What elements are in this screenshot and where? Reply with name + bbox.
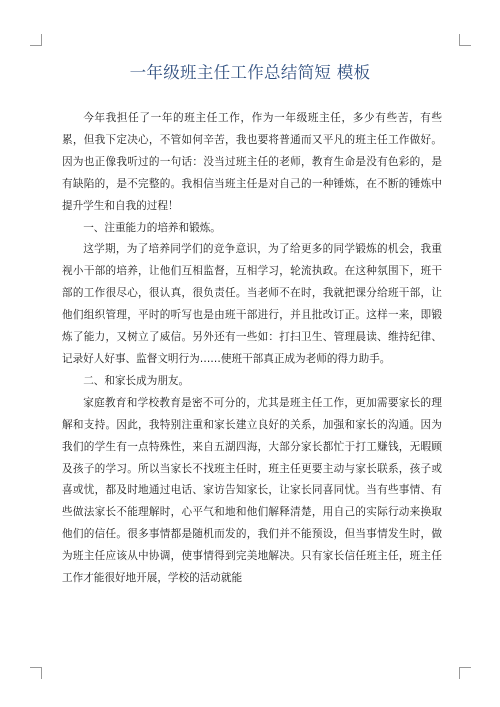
document-body	[62, 108, 442, 590]
page-title: 一年级班主任工作总结简短 模板	[129, 63, 371, 82]
section-heading-2: 二、和家长成为朋友。	[83, 374, 190, 387]
crop-mark-top-left	[30, 34, 42, 46]
crop-mark-bottom-right	[459, 667, 471, 679]
paragraph-section-1: 这学期，为了培养同学们的竞争意识，为了给更多的同学锻炼的机会，我重视小干部的培养，让他们互相监督，互相学习，轮流执政。在这种氛围下，班干部的工作很尽心，很认真，很负责任。当老师不在时，我就把课分给班干部，让他们组织管理，平时的听写也是由班干部进行，并且批改订正。这样一来，即锻炼了能力，又树立了威信。另外还有一些如：打扫卫生、管理晨读、维持纪律、记录好人好事、监督文明行为……使班干部真正成为老师的得力助手。	[62, 243, 442, 365]
paragraph-section-2: 家庭教育和学校教育是密不可分的，尤其是班主任工作，更加需要家长的理解和支持。因此，我特别注重和家长建立良好的关系，加强和家长的沟通。因为我们的学生有一点特殊性，来自五湖四海，大部分家长都忙于打工赚钱，无暇顾及孩子的学习。所以当家长不找班主任时，班主任更要主动与家长联系，孩子或喜或忧，都及时地通过电话、家访告知家长，让家长同喜同忧。当有些事情、有些做法家长不能理解时，心平气和地和他们解释清楚，用自己的实际行动来换取他们的信任。很多事情都是随机而发的，我们并不能预设，但当事情发生时，做为班主任应该从中协调，使事情得到完美地解决。只有家长信任班主任，班主任工作才能很好地开展，学校的活动就能	[62, 396, 442, 585]
crop-mark-top-right	[459, 34, 471, 46]
section-heading-1: 一、注重能力的培养和锻炼。	[83, 221, 221, 234]
paragraph-intro: 今年我担任了一年的班主任工作，作为一年级班主任，多少有些苦，有些累，但我下定决心，不管如何辛苦，我也要将普通而又平凡的班主任工作做好。因为也正像我听过的一句话：没当过班主任的老师，教育生命是没有色彩的，是有缺陷的，是不完整的。我相信当班主任是对自己的一种锤炼，在不断的锤炼中提升学生和自我的过程！	[62, 112, 442, 212]
crop-mark-bottom-left	[30, 667, 42, 679]
